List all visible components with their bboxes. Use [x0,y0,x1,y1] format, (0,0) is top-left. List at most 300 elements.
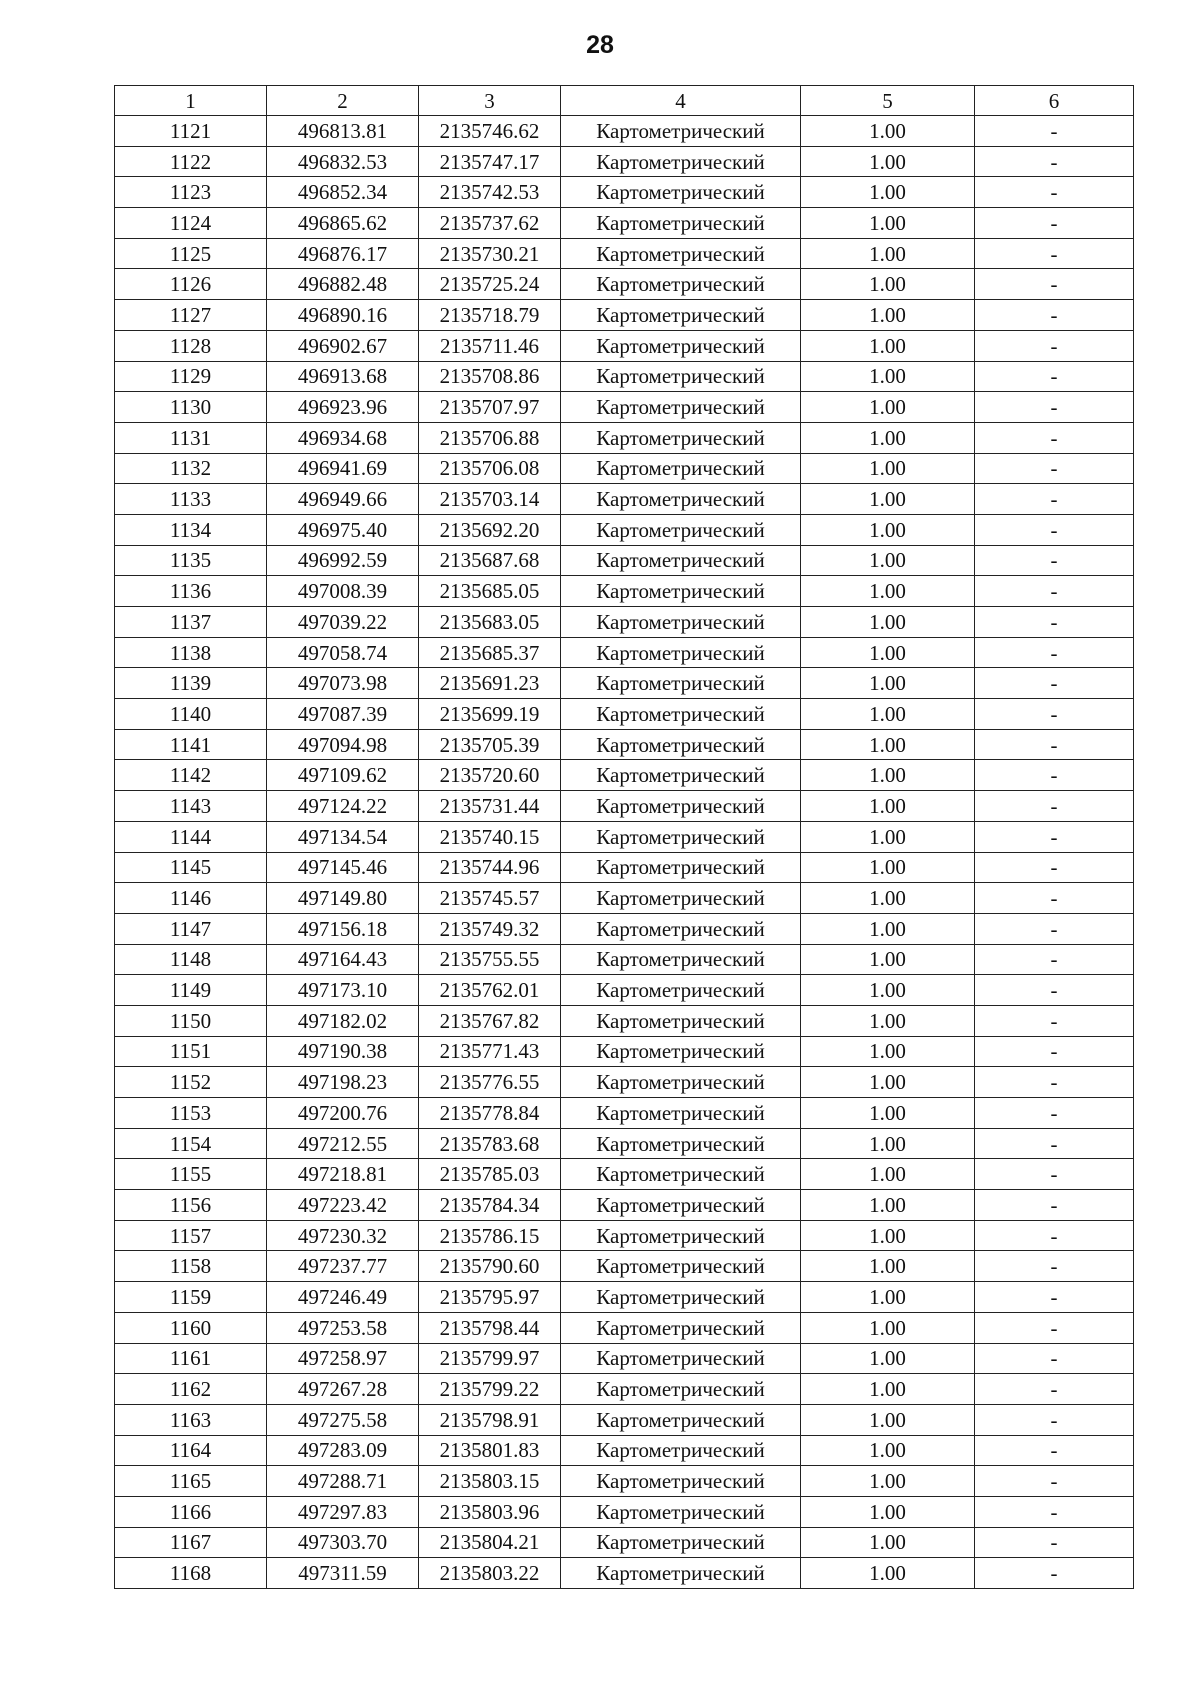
note-cell: - [975,883,1134,914]
accuracy-cell: 1.00 [801,607,975,638]
table-row [115,1435,1134,1466]
accuracy-cell: 1.00 [801,330,975,361]
point-number-cell: 1157 [115,1220,267,1251]
accuracy-cell: 1.00 [801,791,975,822]
y-coordinate-cell: 2135795.97 [419,1282,561,1313]
method-cell: Картометрический [561,238,801,269]
y-coordinate-cell: 2135804.21 [419,1527,561,1558]
table-row [115,116,1134,147]
method-cell: Картометрический [561,760,801,791]
note-cell: - [975,1374,1134,1405]
method-cell: Картометрический [561,1343,801,1374]
note-cell: - [975,760,1134,791]
accuracy-cell: 1.00 [801,1435,975,1466]
y-coordinate-cell: 2135707.97 [419,392,561,423]
x-coordinate-cell: 497237.77 [267,1251,419,1282]
table-row [115,791,1134,822]
note-cell: - [975,637,1134,668]
point-number-cell: 1164 [115,1435,267,1466]
accuracy-cell: 1.00 [801,422,975,453]
note-cell: - [975,1312,1134,1343]
method-cell: Картометрический [561,944,801,975]
y-coordinate-cell: 2135687.68 [419,545,561,576]
accuracy-cell: 1.00 [801,576,975,607]
note-cell: - [975,514,1134,545]
point-number-cell: 1139 [115,668,267,699]
y-coordinate-cell: 2135742.53 [419,177,561,208]
accuracy-cell: 1.00 [801,1558,975,1589]
accuracy-cell: 1.00 [801,637,975,668]
y-coordinate-cell: 2135725.24 [419,269,561,300]
method-cell: Картометрический [561,729,801,760]
accuracy-cell: 1.00 [801,1036,975,1067]
note-cell: - [975,1036,1134,1067]
table-row [115,944,1134,975]
x-coordinate-cell: 497109.62 [267,760,419,791]
note-cell: - [975,852,1134,883]
method-cell: Картометрический [561,361,801,392]
column-header: 6 [975,86,1134,116]
table-body [115,116,1134,1589]
table-row [115,146,1134,177]
method-cell: Картометрический [561,269,801,300]
note-cell: - [975,576,1134,607]
y-coordinate-cell: 2135692.20 [419,514,561,545]
note-cell: - [975,729,1134,760]
point-number-cell: 1125 [115,238,267,269]
point-number-cell: 1142 [115,760,267,791]
method-cell: Картометрический [561,668,801,699]
point-number-cell: 1151 [115,1036,267,1067]
method-cell: Картометрический [561,1282,801,1313]
x-coordinate-cell: 497182.02 [267,1005,419,1036]
table-row [115,1005,1134,1036]
point-number-cell: 1159 [115,1282,267,1313]
note-cell: - [975,484,1134,515]
y-coordinate-cell: 2135720.60 [419,760,561,791]
y-coordinate-cell: 2135685.05 [419,576,561,607]
y-coordinate-cell: 2135685.37 [419,637,561,668]
point-number-cell: 1167 [115,1527,267,1558]
y-coordinate-cell: 2135762.01 [419,975,561,1006]
x-coordinate-cell: 497275.58 [267,1404,419,1435]
y-coordinate-cell: 2135706.08 [419,453,561,484]
note-cell: - [975,913,1134,944]
x-coordinate-cell: 497173.10 [267,975,419,1006]
point-number-cell: 1130 [115,392,267,423]
y-coordinate-cell: 2135745.57 [419,883,561,914]
table-row [115,1220,1134,1251]
point-number-cell: 1135 [115,545,267,576]
table-row [115,269,1134,300]
method-cell: Картометрический [561,1558,801,1589]
point-number-cell: 1136 [115,576,267,607]
point-number-cell: 1141 [115,729,267,760]
point-number-cell: 1156 [115,1190,267,1221]
accuracy-cell: 1.00 [801,545,975,576]
x-coordinate-cell: 497149.80 [267,883,419,914]
y-coordinate-cell: 2135691.23 [419,668,561,699]
x-coordinate-cell: 496852.34 [267,177,419,208]
column-header: 3 [419,86,561,116]
table-row [115,238,1134,269]
point-number-cell: 1122 [115,146,267,177]
accuracy-cell: 1.00 [801,1374,975,1405]
point-number-cell: 1153 [115,1098,267,1129]
accuracy-cell: 1.00 [801,1466,975,1497]
accuracy-cell: 1.00 [801,514,975,545]
y-coordinate-cell: 2135746.62 [419,116,561,147]
x-coordinate-cell: 497134.54 [267,821,419,852]
note-cell: - [975,146,1134,177]
table-row [115,852,1134,883]
table-row [115,1190,1134,1221]
note-cell: - [975,238,1134,269]
note-cell: - [975,1067,1134,1098]
y-coordinate-cell: 2135706.88 [419,422,561,453]
x-coordinate-cell: 497073.98 [267,668,419,699]
table-row [115,1374,1134,1405]
y-coordinate-cell: 2135803.15 [419,1466,561,1497]
table-row [115,1558,1134,1589]
point-number-cell: 1145 [115,852,267,883]
accuracy-cell: 1.00 [801,668,975,699]
table-row [115,668,1134,699]
table-row [115,177,1134,208]
x-coordinate-cell: 497303.70 [267,1527,419,1558]
method-cell: Картометрический [561,1128,801,1159]
y-coordinate-cell: 2135798.44 [419,1312,561,1343]
table-row [115,545,1134,576]
accuracy-cell: 1.00 [801,1220,975,1251]
column-header: 5 [801,86,975,116]
y-coordinate-cell: 2135785.03 [419,1159,561,1190]
y-coordinate-cell: 2135740.15 [419,821,561,852]
method-cell: Картометрический [561,637,801,668]
page-number: 28 [586,31,614,59]
method-cell: Картометрический [561,1098,801,1129]
method-cell: Картометрический [561,1159,801,1190]
accuracy-cell: 1.00 [801,1128,975,1159]
x-coordinate-cell: 497288.71 [267,1466,419,1497]
note-cell: - [975,607,1134,638]
note-cell: - [975,1435,1134,1466]
point-number-cell: 1154 [115,1128,267,1159]
method-cell: Картометрический [561,1036,801,1067]
table-row [115,422,1134,453]
accuracy-cell: 1.00 [801,1067,975,1098]
point-number-cell: 1143 [115,791,267,822]
method-cell: Картометрический [561,545,801,576]
accuracy-cell: 1.00 [801,1159,975,1190]
y-coordinate-cell: 2135747.17 [419,146,561,177]
y-coordinate-cell: 2135705.39 [419,729,561,760]
table-header-row [115,86,1134,116]
point-number-cell: 1129 [115,361,267,392]
method-cell: Картометрический [561,821,801,852]
table-row [115,760,1134,791]
note-cell: - [975,668,1134,699]
table-row [115,1159,1134,1190]
method-cell: Картометрический [561,177,801,208]
table-row [115,300,1134,331]
method-cell: Картометрический [561,1251,801,1282]
point-number-cell: 1132 [115,453,267,484]
x-coordinate-cell: 497218.81 [267,1159,419,1190]
accuracy-cell: 1.00 [801,1404,975,1435]
x-coordinate-cell: 496813.81 [267,116,419,147]
point-number-cell: 1166 [115,1496,267,1527]
y-coordinate-cell: 2135683.05 [419,607,561,638]
point-number-cell: 1124 [115,208,267,239]
x-coordinate-cell: 497058.74 [267,637,419,668]
x-coordinate-cell: 497190.38 [267,1036,419,1067]
point-number-cell: 1146 [115,883,267,914]
x-coordinate-cell: 497124.22 [267,791,419,822]
point-number-cell: 1140 [115,699,267,730]
accuracy-cell: 1.00 [801,883,975,914]
x-coordinate-cell: 496876.17 [267,238,419,269]
y-coordinate-cell: 2135801.83 [419,1435,561,1466]
table-row [115,1251,1134,1282]
method-cell: Картометрический [561,699,801,730]
y-coordinate-cell: 2135784.34 [419,1190,561,1221]
method-cell: Картометрический [561,1527,801,1558]
x-coordinate-cell: 496913.68 [267,361,419,392]
point-number-cell: 1165 [115,1466,267,1497]
accuracy-cell: 1.00 [801,392,975,423]
accuracy-cell: 1.00 [801,453,975,484]
y-coordinate-cell: 2135699.19 [419,699,561,730]
y-coordinate-cell: 2135711.46 [419,330,561,361]
point-number-cell: 1134 [115,514,267,545]
note-cell: - [975,116,1134,147]
method-cell: Картометрический [561,1374,801,1405]
accuracy-cell: 1.00 [801,361,975,392]
method-cell: Картометрический [561,1067,801,1098]
method-cell: Картометрический [561,1496,801,1527]
point-number-cell: 1123 [115,177,267,208]
method-cell: Картометрический [561,1312,801,1343]
note-cell: - [975,1220,1134,1251]
table-row [115,883,1134,914]
accuracy-cell: 1.00 [801,208,975,239]
column-header: 1 [115,86,267,116]
column-header: 2 [267,86,419,116]
accuracy-cell: 1.00 [801,1343,975,1374]
table-row [115,1036,1134,1067]
y-coordinate-cell: 2135799.22 [419,1374,561,1405]
table-row [115,576,1134,607]
x-coordinate-cell: 496992.59 [267,545,419,576]
method-cell: Картометрический [561,913,801,944]
method-cell: Картометрический [561,116,801,147]
x-coordinate-cell: 497311.59 [267,1558,419,1589]
accuracy-cell: 1.00 [801,944,975,975]
x-coordinate-cell: 497164.43 [267,944,419,975]
method-cell: Картометрический [561,330,801,361]
accuracy-cell: 1.00 [801,1098,975,1129]
accuracy-cell: 1.00 [801,913,975,944]
table-row [115,729,1134,760]
method-cell: Картометрический [561,975,801,1006]
y-coordinate-cell: 2135790.60 [419,1251,561,1282]
table-row [115,1343,1134,1374]
note-cell: - [975,1128,1134,1159]
y-coordinate-cell: 2135730.21 [419,238,561,269]
table-row [115,208,1134,239]
x-coordinate-cell: 496949.66 [267,484,419,515]
accuracy-cell: 1.00 [801,484,975,515]
x-coordinate-cell: 496934.68 [267,422,419,453]
note-cell: - [975,821,1134,852]
note-cell: - [975,330,1134,361]
note-cell: - [975,944,1134,975]
accuracy-cell: 1.00 [801,852,975,883]
x-coordinate-cell: 497253.58 [267,1312,419,1343]
x-coordinate-cell: 497223.42 [267,1190,419,1221]
method-cell: Картометрический [561,607,801,638]
x-coordinate-cell: 496832.53 [267,146,419,177]
point-number-cell: 1147 [115,913,267,944]
method-cell: Картометрический [561,1435,801,1466]
x-coordinate-cell: 497094.98 [267,729,419,760]
point-number-cell: 1138 [115,637,267,668]
table-row [115,330,1134,361]
x-coordinate-cell: 497297.83 [267,1496,419,1527]
table-row [115,607,1134,638]
x-coordinate-cell: 497230.32 [267,1220,419,1251]
note-cell: - [975,208,1134,239]
method-cell: Картометрический [561,1404,801,1435]
table-row [115,1098,1134,1129]
point-number-cell: 1121 [115,116,267,147]
table-row [115,975,1134,1006]
x-coordinate-cell: 497039.22 [267,607,419,638]
x-coordinate-cell: 497145.46 [267,852,419,883]
point-number-cell: 1144 [115,821,267,852]
method-cell: Картометрический [561,576,801,607]
y-coordinate-cell: 2135783.68 [419,1128,561,1159]
x-coordinate-cell: 497246.49 [267,1282,419,1313]
method-cell: Картометрический [561,514,801,545]
note-cell: - [975,1251,1134,1282]
note-cell: - [975,1343,1134,1374]
x-coordinate-cell: 497200.76 [267,1098,419,1129]
y-coordinate-cell: 2135703.14 [419,484,561,515]
note-cell: - [975,1098,1134,1129]
note-cell: - [975,300,1134,331]
x-coordinate-cell: 496941.69 [267,453,419,484]
y-coordinate-cell: 2135803.22 [419,1558,561,1589]
point-number-cell: 1133 [115,484,267,515]
x-coordinate-cell: 497156.18 [267,913,419,944]
y-coordinate-cell: 2135803.96 [419,1496,561,1527]
note-cell: - [975,422,1134,453]
accuracy-cell: 1.00 [801,1312,975,1343]
column-header: 4 [561,86,801,116]
method-cell: Картометрический [561,208,801,239]
point-number-cell: 1161 [115,1343,267,1374]
accuracy-cell: 1.00 [801,1190,975,1221]
table-row [115,1404,1134,1435]
note-cell: - [975,453,1134,484]
point-number-cell: 1168 [115,1558,267,1589]
method-cell: Картометрический [561,1466,801,1497]
note-cell: - [975,269,1134,300]
table-row [115,361,1134,392]
x-coordinate-cell: 496865.62 [267,208,419,239]
note-cell: - [975,1159,1134,1190]
accuracy-cell: 1.00 [801,1005,975,1036]
note-cell: - [975,1558,1134,1589]
table-row [115,514,1134,545]
y-coordinate-cell: 2135755.55 [419,944,561,975]
x-coordinate-cell: 496975.40 [267,514,419,545]
accuracy-cell: 1.00 [801,699,975,730]
accuracy-cell: 1.00 [801,177,975,208]
note-cell: - [975,975,1134,1006]
table-row [115,637,1134,668]
accuracy-cell: 1.00 [801,146,975,177]
x-coordinate-cell: 497087.39 [267,699,419,730]
method-cell: Картометрический [561,1220,801,1251]
note-cell: - [975,1005,1134,1036]
point-number-cell: 1160 [115,1312,267,1343]
point-number-cell: 1126 [115,269,267,300]
note-cell: - [975,1496,1134,1527]
accuracy-cell: 1.00 [801,1251,975,1282]
point-number-cell: 1150 [115,1005,267,1036]
table-row [115,1527,1134,1558]
x-coordinate-cell: 496882.48 [267,269,419,300]
note-cell: - [975,545,1134,576]
table-row [115,1282,1134,1313]
table-row [115,1128,1134,1159]
point-number-cell: 1155 [115,1159,267,1190]
coordinates-table [114,85,1134,1589]
x-coordinate-cell: 497283.09 [267,1435,419,1466]
accuracy-cell: 1.00 [801,269,975,300]
method-cell: Картометрический [561,852,801,883]
x-coordinate-cell: 497198.23 [267,1067,419,1098]
y-coordinate-cell: 2135744.96 [419,852,561,883]
method-cell: Картометрический [561,300,801,331]
note-cell: - [975,1404,1134,1435]
method-cell: Картометрический [561,1005,801,1036]
x-coordinate-cell: 496923.96 [267,392,419,423]
y-coordinate-cell: 2135798.91 [419,1404,561,1435]
note-cell: - [975,361,1134,392]
point-number-cell: 1162 [115,1374,267,1405]
point-number-cell: 1158 [115,1251,267,1282]
x-coordinate-cell: 497212.55 [267,1128,419,1159]
x-coordinate-cell: 496902.67 [267,330,419,361]
point-number-cell: 1152 [115,1067,267,1098]
table-row [115,1312,1134,1343]
point-number-cell: 1131 [115,422,267,453]
point-number-cell: 1148 [115,944,267,975]
point-number-cell: 1127 [115,300,267,331]
x-coordinate-cell: 496890.16 [267,300,419,331]
table-row [115,392,1134,423]
accuracy-cell: 1.00 [801,1496,975,1527]
y-coordinate-cell: 2135767.82 [419,1005,561,1036]
point-number-cell: 1137 [115,607,267,638]
note-cell: - [975,392,1134,423]
table-row [115,699,1134,730]
x-coordinate-cell: 497008.39 [267,576,419,607]
